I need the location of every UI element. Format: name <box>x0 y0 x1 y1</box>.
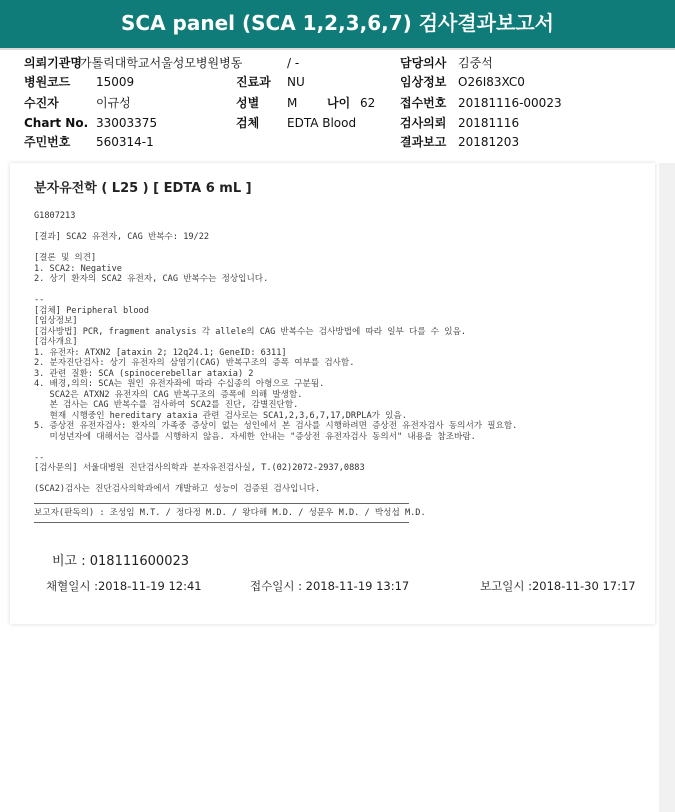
value-specimen: EDTA Blood <box>287 116 357 130</box>
report-datetime: 보고일시 :2018-11-30 17:17 <box>480 579 636 593</box>
value-age: 62 <box>360 96 376 110</box>
report-line: 본 검사는 CAG 반복수를 검사하여 SCA2를 진단, 감별진단함. <box>34 400 299 410</box>
report-line: 3. 관련 질환: SCA (spinocerebellar ataxia) 2 <box>34 368 254 379</box>
value-sex: M <box>287 96 298 110</box>
report-line: 2. 분자진단검사: 상기 유전자의 삼염기(CAG) 반복구조의 증폭 여부를 검사함. <box>34 358 355 368</box>
label-requested: 검사의뢰 <box>400 116 447 130</box>
value-hospital-code: 15009 <box>96 75 135 89</box>
label-resident-no: 주민번호 <box>24 135 71 149</box>
report-line: [검사문의] 서울대병원 진단검사의학과 분자유전검사실, T.(02)2072-2937,0883 <box>34 463 365 473</box>
divider-bottom <box>34 522 409 523</box>
value-clinical-info: O26I83XC0 <box>458 75 525 89</box>
value-institution: 가톨릭대학교서울성모병원병동 <box>80 56 243 70</box>
divider-top <box>34 503 409 504</box>
label-chart-no: Chart No. <box>24 116 89 130</box>
page-title: SCA panel (SCA 1,2,3,6,7) 검사결과보고서 <box>121 11 554 35</box>
label-institution: 의뢰기관명 <box>24 56 82 70</box>
value-requested: 20181116 <box>458 116 520 130</box>
collection-datetime: 채혈일시 :2018-11-19 12:41 <box>46 579 202 593</box>
vertical-scrollbar[interactable] <box>659 163 675 812</box>
value-resident-no: 560314-1 <box>96 135 154 149</box>
report-line: [결론 및 의견] <box>34 253 97 263</box>
report-line: -- <box>34 295 45 305</box>
report-line: G1807213 <box>34 211 76 221</box>
value-reported: 20181203 <box>458 135 520 149</box>
value-accession-no: 20181116-00023 <box>458 96 562 110</box>
value-physician: 김중석 <box>458 56 493 70</box>
label-department: 진료과 <box>236 75 271 89</box>
report-line: SCA2은 ATXN2 유전자의 CAG 반복구조의 증폭에 의해 발생함. <box>34 389 303 400</box>
report-line: [임상정보] <box>34 316 78 326</box>
received-datetime: 접수일시 : 2018-11-19 13:17 <box>250 579 410 593</box>
report-line: [검체] Peripheral blood <box>34 305 149 316</box>
label-specimen: 검체 <box>236 116 260 130</box>
report-line: 현재 시행중인 hereditary ataxia 관련 검사로는 SCA1,2,3,6,7,17,DRPLA가 있음. <box>34 410 407 421</box>
report-line: 2. 상기 환자의 SCA2 유전자, CAG 반복수는 정상입니다. <box>34 274 269 284</box>
report-line: [검사개요] <box>34 337 78 347</box>
value-patient: 이규성 <box>96 96 131 110</box>
value-department: NU <box>287 75 305 89</box>
value-ward: / - <box>287 56 300 70</box>
reporter-line: 보고자(판독의) : 조성임 M.T. / 정다정 M.D. / 왕다해 M.D. / 성문우 M.D. / 박성섭 M.D. <box>34 508 426 518</box>
report-line: [결과] SCA2 유전자, CAG 반복수: 19/22 <box>34 232 210 242</box>
report-line: [검사방법] PCR, fragment analysis 각 allele의 CAG 반복수는 검사방법에 따라 일부 다를 수 있음. <box>34 326 467 337</box>
section-title: 분자유전학 ( L25 ) [ EDTA 6 mL ] <box>34 181 252 196</box>
report-line: 4. 배경,의의: SCA는 원인 유전자좌에 따라 수십종의 아형으로 구분됨. <box>34 379 325 389</box>
report-line: (SCA2)검사는 진단검사의학과에서 개발하고 성능이 검증된 검사입니다. <box>34 484 321 494</box>
label-age: 나이 <box>327 96 351 110</box>
remarks: 비고 : 018111600023 <box>52 554 190 569</box>
report-line: 1. SCA2: Negative <box>34 263 122 274</box>
label-patient: 수진자 <box>24 96 59 110</box>
label-sex: 성별 <box>236 96 260 110</box>
report-line: 1. 유전자: ATXN2 [ataxin 2; 12q24.1; GeneID: 6311] <box>34 347 287 358</box>
value-chart-no: 33003375 <box>96 116 158 130</box>
label-hospital-code: 병원코드 <box>24 75 71 89</box>
label-reported: 결과보고 <box>400 135 447 149</box>
report-line: 5. 증상전 유전자검사: 환자의 가족중 증상이 없는 성인에서 본 검사를 시행하려면 증상전 유전자검사 동의서가 필요함. <box>34 421 518 431</box>
label-clinical-info: 임상정보 <box>400 75 447 89</box>
label-accession-no: 접수번호 <box>400 96 447 110</box>
report-line: 미성년자에 대해서는 검사를 시행하지 않음. 자세한 안내는 "증상전 유전자검사 동의서" 내용을 참조바람. <box>34 431 476 442</box>
report-line: -- <box>34 452 45 463</box>
label-physician: 담당의사 <box>400 56 447 70</box>
